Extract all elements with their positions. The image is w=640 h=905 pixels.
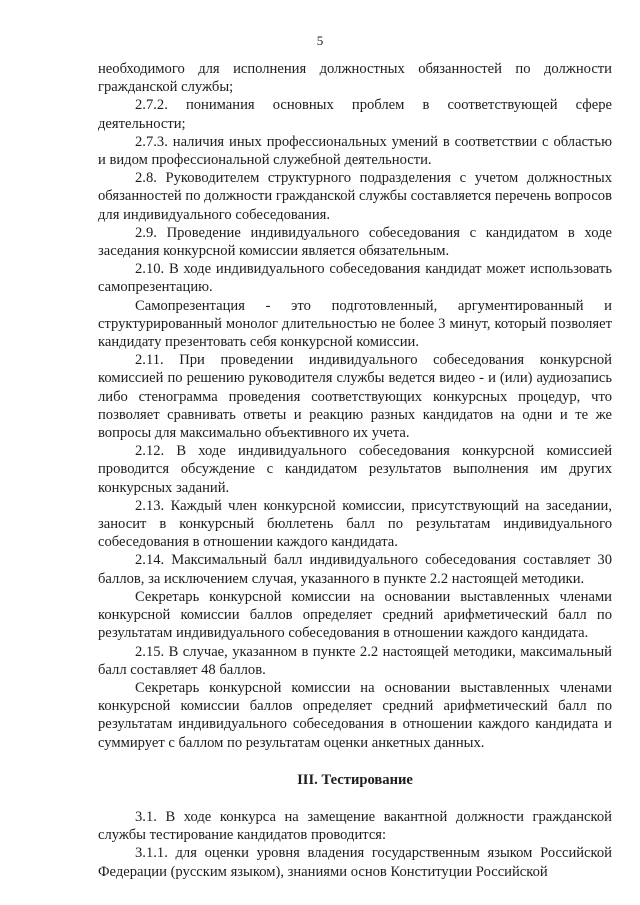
section-heading: III. Тестирование <box>297 771 413 788</box>
paragraph: 2.10. В ходе индивидуального собеседования кандидат может использовать самопрезентацию. <box>98 261 612 296</box>
paragraph: 2.7.3. наличия иных профессиональных умений в соответствии с областью и видом профессиональной служебной деятельности. <box>98 133 612 169</box>
paragraph: 2.14. Максимальный балл индивидуального собеседования составляет 30 баллов, за исключением случая, указанного в пункте 2.2 настоящей методики. <box>98 552 612 587</box>
paragraph: 2.12. В ходе индивидуального собеседования конкурсной комиссией проводится обсуждение с кандидатом результатов выполнения им других конкурсных заданий. <box>98 443 612 496</box>
page-number: 5 <box>316 33 324 48</box>
paragraph: 2.8. Руководителем структурного подразделения с учетом должностных обязанностей по должности гражданской службы составляется перечень вопросов для индивидуального собеседования. <box>98 170 612 223</box>
document-body <box>98 60 612 881</box>
paragraph: 2.9. Проведение индивидуального собеседования с кандидатом в ходе заседания конкурсной комиссии является обязательным. <box>98 224 612 260</box>
section-2-paragraphs <box>98 60 612 752</box>
section-3-paragraphs <box>98 808 612 881</box>
paragraph: 3.1.1. для оценки уровня владения государственным языком Российской Федерации (русским языком), знаниями основ Конституции Российской <box>98 845 612 880</box>
paragraph: 2.15. В случае, указанном в пункте 2.2 настоящей методики, максимальный балл составляет 48 баллов. <box>98 643 612 678</box>
paragraph: 2.7.2. понимания основных проблем в соответствующей сфере деятельности; <box>98 97 612 132</box>
paragraph: 2.13. Каждый член конкурсной комиссии, присутствующий на заседании, заносит в конкурсный бюллетень балл по результатам индивидуального собеседования в отношении каждого кандидата. <box>98 497 612 551</box>
paragraph: необходимого для исполнения должностных обязанностей по должности гражданской службы; <box>98 61 612 96</box>
paragraph: 3.1. В ходе конкурса на замещение вакантной должности гражданской службы тестирование кандидатов проводится: <box>98 808 612 844</box>
paragraph: Секретарь конкурсной комиссии на основании выставленных членами конкурсной комиссии баллов определяет средний арифметический балл по результатам индивидуального собеседования в отношении каждого кандидата и суммирует с баллом по результатам оценки анкетных данных. <box>98 679 612 751</box>
paragraph: Секретарь конкурсной комиссии на основании выставленных членами конкурсной комиссии баллов определяет средний арифметический балл по результатам индивидуального собеседования в отношении каждого кандидата. <box>98 588 612 642</box>
paragraph: Самопрезентация - это подготовленный, аргументированный и структурированный монолог длительностью не более 3 минут, который позволяет кандидату презентовать себя конкурсной комиссии. <box>98 297 612 351</box>
paragraph: 2.11. При проведении индивидуального собеседования конкурсной комиссией по решению руководителя службы ведется видео - и (или) аудиозапись либо стенограмма проведения соответствующих конкурсных процедур, что позволяет сравнивать ответы и реакцию разных кандидатов на одни и те же вопросы для максимально объективного их учета. <box>98 352 612 442</box>
